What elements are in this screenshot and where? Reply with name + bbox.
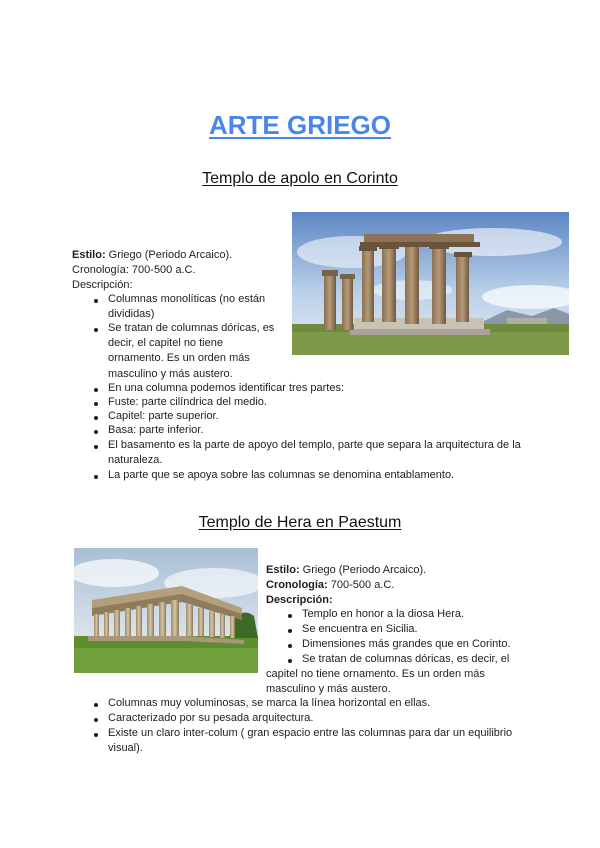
- corinto-bullet-7: [108, 438, 548, 468]
- corinto-bullet-7-line-1: El basamento es la parte de apoyo del templo, parte que separa la arquitectura de la: [108, 439, 521, 451]
- corinto-estilo: [72, 248, 232, 263]
- temple-of-hera-photo: [74, 548, 258, 673]
- paestum-bullet-7-line-1: Existe un claro inter-colum ( gran espacio entre las columnas para dar un equilibrio: [108, 727, 513, 739]
- bullet-dot: [94, 416, 98, 420]
- corinto-bullet-1-line-1: Columnas monolíticas (no están: [108, 293, 266, 305]
- bullet-dot: [94, 475, 98, 479]
- paestum-bullet-4-line-3: masculino y más austero.: [266, 683, 391, 695]
- paestum-bullet-3: Dimensiones más grandes que en Corinto.: [302, 638, 511, 650]
- paestum-estilo: [266, 563, 426, 578]
- corinto-estilo-value: Griego (Periodo Arcaico).: [105, 249, 233, 261]
- bullet-dot: [94, 703, 98, 707]
- section-title-paestum: Templo de Hera en Paestum: [198, 514, 402, 531]
- paestum-estilo-value: Griego (Periodo Arcaico).: [299, 564, 427, 576]
- corinto-bullet-4: Fuste: parte cilíndrica del medio.: [108, 396, 267, 408]
- temple-of-apollo-photo: [292, 212, 569, 355]
- corinto-bullet-1-line-2: divididas): [108, 308, 155, 321]
- paestum-bullet-6: Caracterizado por su pesada arquitectura.: [108, 712, 314, 724]
- corinto-bullet-2-line-3: ornamento. Es un orden más: [108, 352, 250, 365]
- bullet-dot: [288, 614, 292, 618]
- bullet-dot: [94, 718, 98, 722]
- bullet-dot: [94, 445, 98, 449]
- bullet-dot: [94, 299, 98, 303]
- corinto-bullet-7-line-2: naturaleza.: [108, 454, 163, 467]
- paestum-bullet-1: Templo en honor a la diosa Hera.: [302, 608, 465, 620]
- paestum-bullet-7: [108, 726, 548, 756]
- bullet-dot: [94, 733, 98, 737]
- corinto-bullet-1: [108, 292, 265, 322]
- section-title-corinto: Templo de apolo en Corinto: [202, 170, 398, 187]
- corinto-bullet-2-line-1: Se tratan de columnas dóricas, es: [108, 322, 275, 334]
- paestum-estilo-label: Estilo:: [266, 564, 300, 576]
- bullet-dot: [94, 430, 98, 434]
- paestum-bullet-7-line-2: visual).: [108, 742, 143, 755]
- bullet-dot: [94, 402, 98, 406]
- corinto-bullet-3: En una columna podemos identificar tres partes:: [108, 382, 345, 394]
- corinto-bullet-8: La parte que se apoya sobre las columnas se denomina entablamento.: [108, 469, 455, 481]
- corinto-estilo-label: Estilo:: [72, 249, 106, 261]
- paestum-cronologia: [266, 578, 394, 593]
- document-title: ARTE GRIEGO: [208, 110, 391, 140]
- corinto-bullet-2-line-4: masculino y más austero.: [108, 367, 233, 380]
- paestum-cronologia-label: Cronología:: [266, 579, 328, 591]
- bullet-dot: [288, 659, 292, 663]
- bullet-dot: [94, 388, 98, 392]
- corinto-descripcion-label: Descripción:: [72, 279, 133, 291]
- paestum-descripcion-label: Descripción:: [266, 594, 333, 606]
- bullet-dot: [288, 629, 292, 633]
- corinto-bullet-6: Basa: parte inferior.: [108, 424, 204, 436]
- bullet-dot: [288, 644, 292, 648]
- paestum-cronologia-value: 700-500 a.C.: [327, 579, 395, 591]
- corinto-bullet-2: [108, 321, 274, 382]
- corinto-bullet-5: Capitel: parte superior.: [108, 410, 219, 422]
- bullet-dot: [94, 328, 98, 332]
- paestum-bullet-4-line-1: Se tratan de columnas dóricas, es decir, el: [302, 653, 510, 665]
- paestum-bullet-5: Columnas muy voluminosas, se marca la línea horizontal en ellas.: [108, 697, 431, 709]
- corinto-cronologia: Cronología: 700-500 a.C.: [72, 264, 196, 276]
- paestum-bullet-2: Se encuentra en Sicilia.: [302, 623, 418, 635]
- corinto-bullet-2-line-2: decir, el capitel no tiene: [108, 337, 223, 350]
- paestum-bullet-4-line-2: capitel no tiene ornamento. Es un orden más: [266, 668, 485, 680]
